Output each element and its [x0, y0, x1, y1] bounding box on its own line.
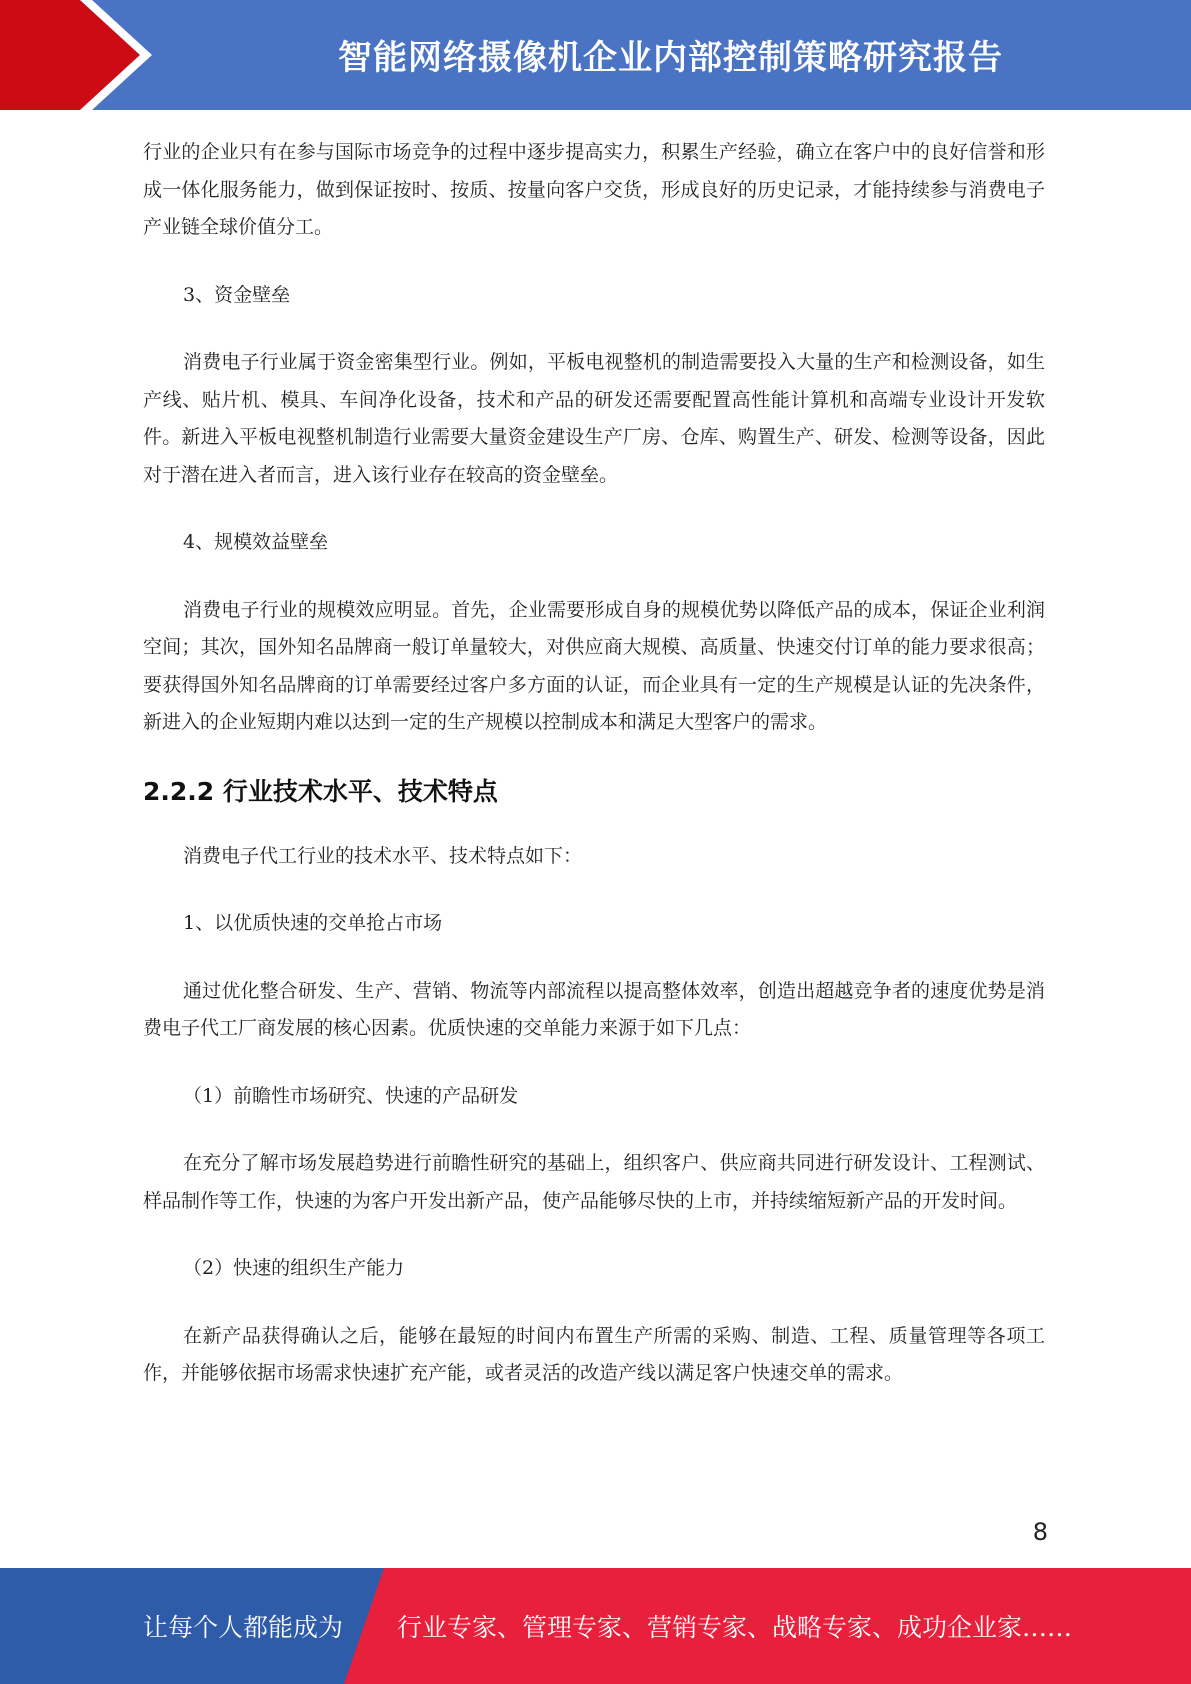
page-number: 8	[1032, 1518, 1048, 1546]
paragraph-scale-barrier: 消费电子行业的规模效应明显。首先，企业需要形成自身的规模优势以降低产品的成本，保证企业利润空间；其次，国外知名品牌商一般订单量较大，对供应商大规模、高质量、快速交付订单的能力要求很高；要获得国外知名品牌商的订单需要经过客户多方面的认证，而企业具有一定的生产规模是认证的先决条件，新进入的企业短期内难以达到一定的生产规模以控制成本和满足大型客户的需求。	[143, 598, 1045, 733]
list-item-fast-delivery: 1、以优质快速的交单抢占市场	[183, 912, 443, 934]
paragraph-market-research: 在充分了解市场发展趋势进行前瞻性研究的基础上，组织客户、供应商共同进行研发设计、工程测试、样品制作等工作，快速的为客户开发出新产品，使产品能够尽快的上市，并持续缩短新产品的开发时间。	[143, 1152, 1045, 1212]
sub-item-production-capacity: （2）快速的组织生产能力	[183, 1257, 405, 1279]
sub-item-market-research: （1）前瞻性市场研究、快速的产品研发	[183, 1084, 519, 1107]
paragraph-capital-barrier: 消费电子行业属于资金密集型行业。例如，平板电视整机的制造需要投入大量的生产和检测设备，如生产线、贴片机、模具、车间净化设备，技术和产品的研发还需要配置高性能计算机和高端专业设计开发软件。新进入平板电视整机制造行业需要大量资金建设生产厂房、仓库、购置生产、研发、检测等设备，因此对于潜在进入者而言，进入该行业存在较高的资金壁垒。	[143, 351, 1045, 486]
footer-slogan-left: 让每个人都能成为	[143, 1613, 344, 1642]
section-heading: 2.2.2 行业技术水平、技术特点	[143, 776, 498, 806]
paragraph-intro: 行业的企业只有在参与国际市场竞争的过程中逐步提高实力，积累生产经验，确立在客户中的良好信誉和形成一体化服务能力，做到保证按时、按质、按量向客户交货，形成良好的历史记录，才能持续参与消费电子产业链全球价值分工。	[143, 141, 1045, 238]
paragraph-production-capacity: 在新产品获得确认之后，能够在最短的时间内布置生产所需的采购、制造、工程、质量管理等各项工作，并能够依据市场需求快速扩充产能，或者灵活的改造产线以满足客户快速交单的需求。	[143, 1324, 1045, 1384]
page-footer	[0, 1568, 1191, 1684]
paragraph-tech-intro: 消费电子代工行业的技术水平、技术特点如下：	[183, 844, 583, 867]
footer-slogan-right: 行业专家、管理专家、营销专家、战略专家、成功企业家……	[397, 1613, 1073, 1642]
list-item-capital-barrier: 3、资金壁垒	[183, 283, 291, 306]
report-title: 智能网络摄像机企业内部控制策略研究报告	[338, 37, 1003, 78]
header-arrow-shape	[0, 0, 160, 110]
document-body	[143, 134, 1045, 1423]
list-item-scale-barrier: 4、规模效益壁垒	[183, 531, 329, 553]
paragraph-fast-delivery: 通过优化整合研发、生产、营销、物流等内部流程以提高整体效率，创造出超越竞争者的速度优势是消费电子代工厂商发展的核心因素。优质快速的交单能力来源于如下几点：	[143, 979, 1045, 1039]
page-header	[0, 0, 1191, 110]
